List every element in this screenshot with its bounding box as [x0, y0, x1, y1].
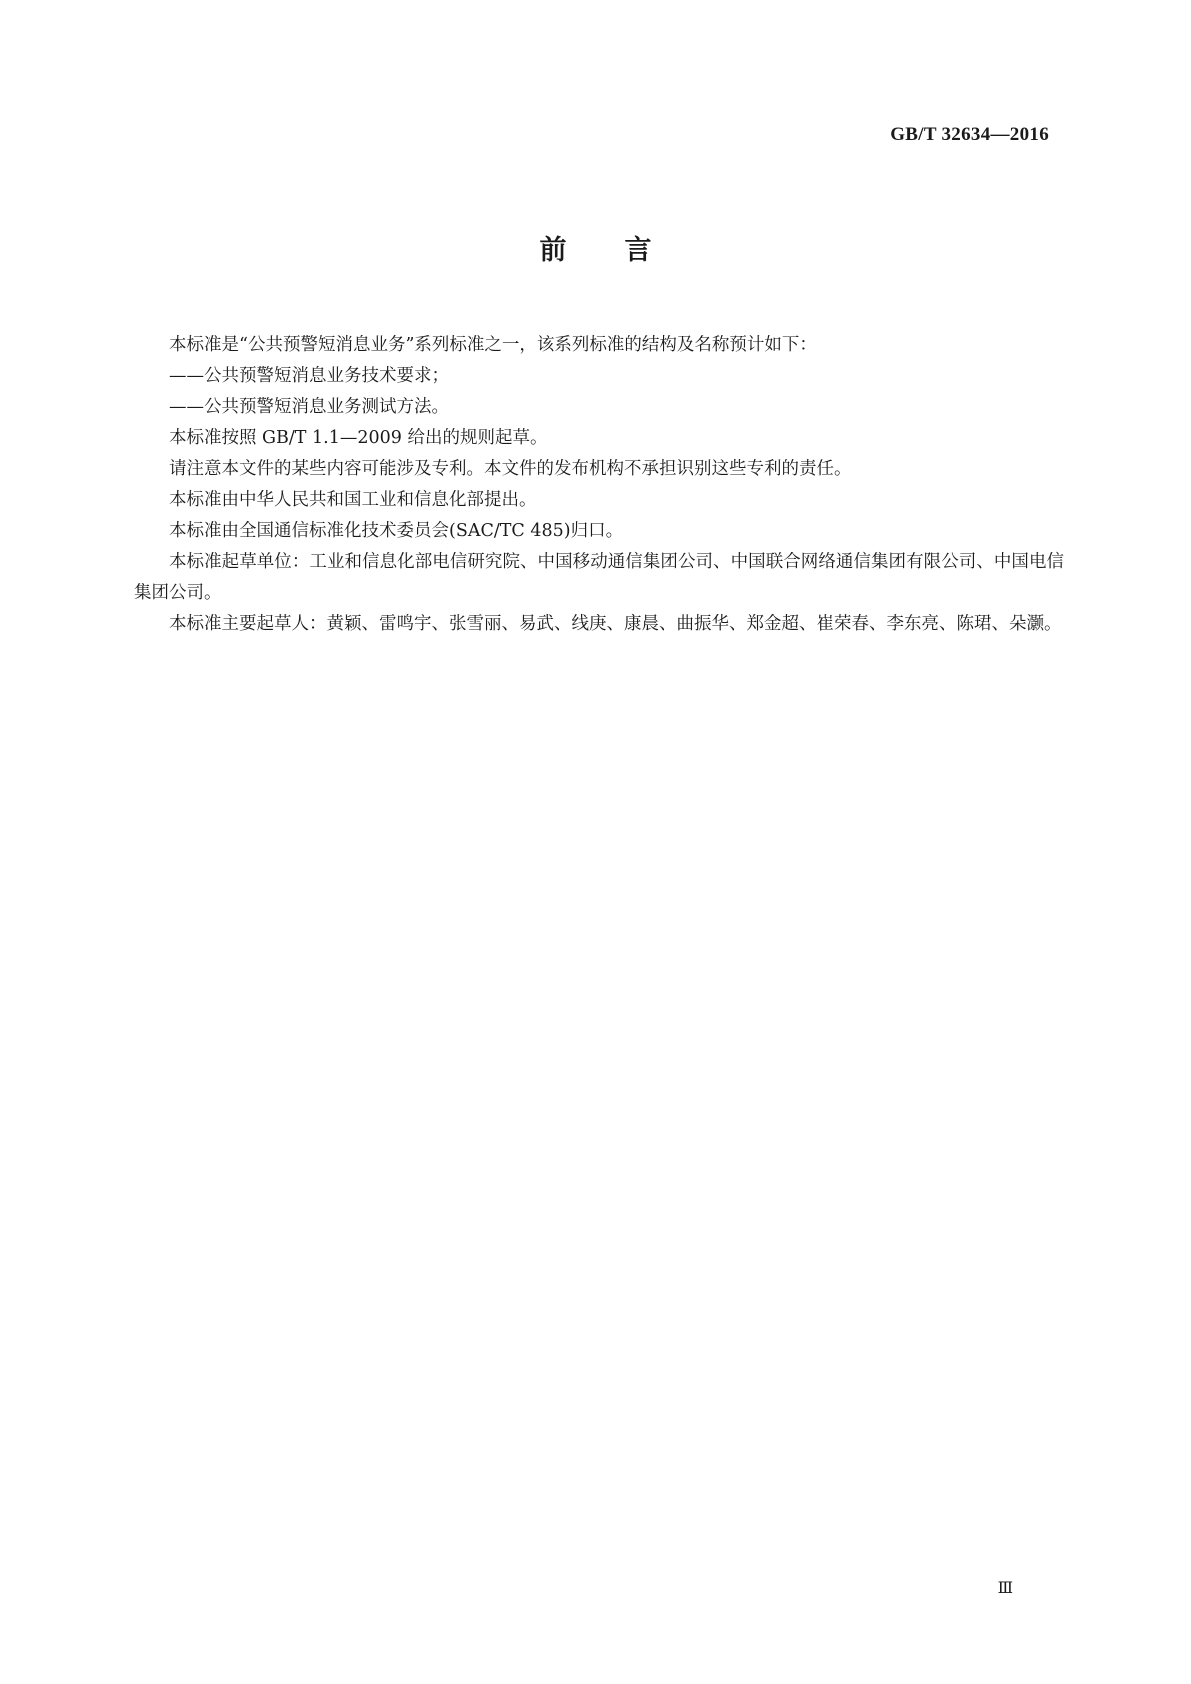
paragraph-list-item-2: ——公共预警短消息业务测试方法。 — [169, 397, 449, 417]
paragraph-series-intro: 本标准是“公共预警短消息业务”系列标准之一，该系列标准的结构及名称预计如下： — [169, 335, 817, 355]
paragraph-drafting-rules: 本标准按照 GB/T 1.1—2009 给出的规则起草。 — [169, 428, 548, 448]
paragraph-list-item-1: ——公共预警短消息业务技术要求； — [169, 366, 449, 386]
paragraph-drafters: 本标准主要起草人：黄颖、雷鸣宇、张雪丽、易武、线庚、康晨、曲振华、郑金超、崔荣春、李东亮、陈珺、朵灏。 — [169, 614, 1062, 634]
page-title — [0, 228, 1191, 267]
paragraph-drafting-units: 本标准起草单位：工业和信息化部电信研究院、中国移动通信集团公司、中国联合网络通信集团有限公司、中国电信集团公司。 — [134, 552, 1064, 603]
paragraph-proposer: 本标准由中华人民共和国工业和信息化部提出。 — [169, 490, 537, 510]
paragraph-committee: 本标准由全国通信标准化技术委员会(SAC/TC 485)归口。 — [169, 521, 624, 541]
foreword-body — [134, 330, 1064, 640]
page-number: Ⅲ — [997, 1580, 1013, 1597]
standard-code: GB/T 32634—2016 — [890, 124, 1049, 145]
page-title-char-1: 前 — [539, 235, 567, 266]
page-title-char-2: 言 — [624, 235, 652, 266]
paragraph-patent-notice: 请注意本文件的某些内容可能涉及专利。本文件的发布机构不承担识别这些专利的责任。 — [169, 459, 852, 479]
